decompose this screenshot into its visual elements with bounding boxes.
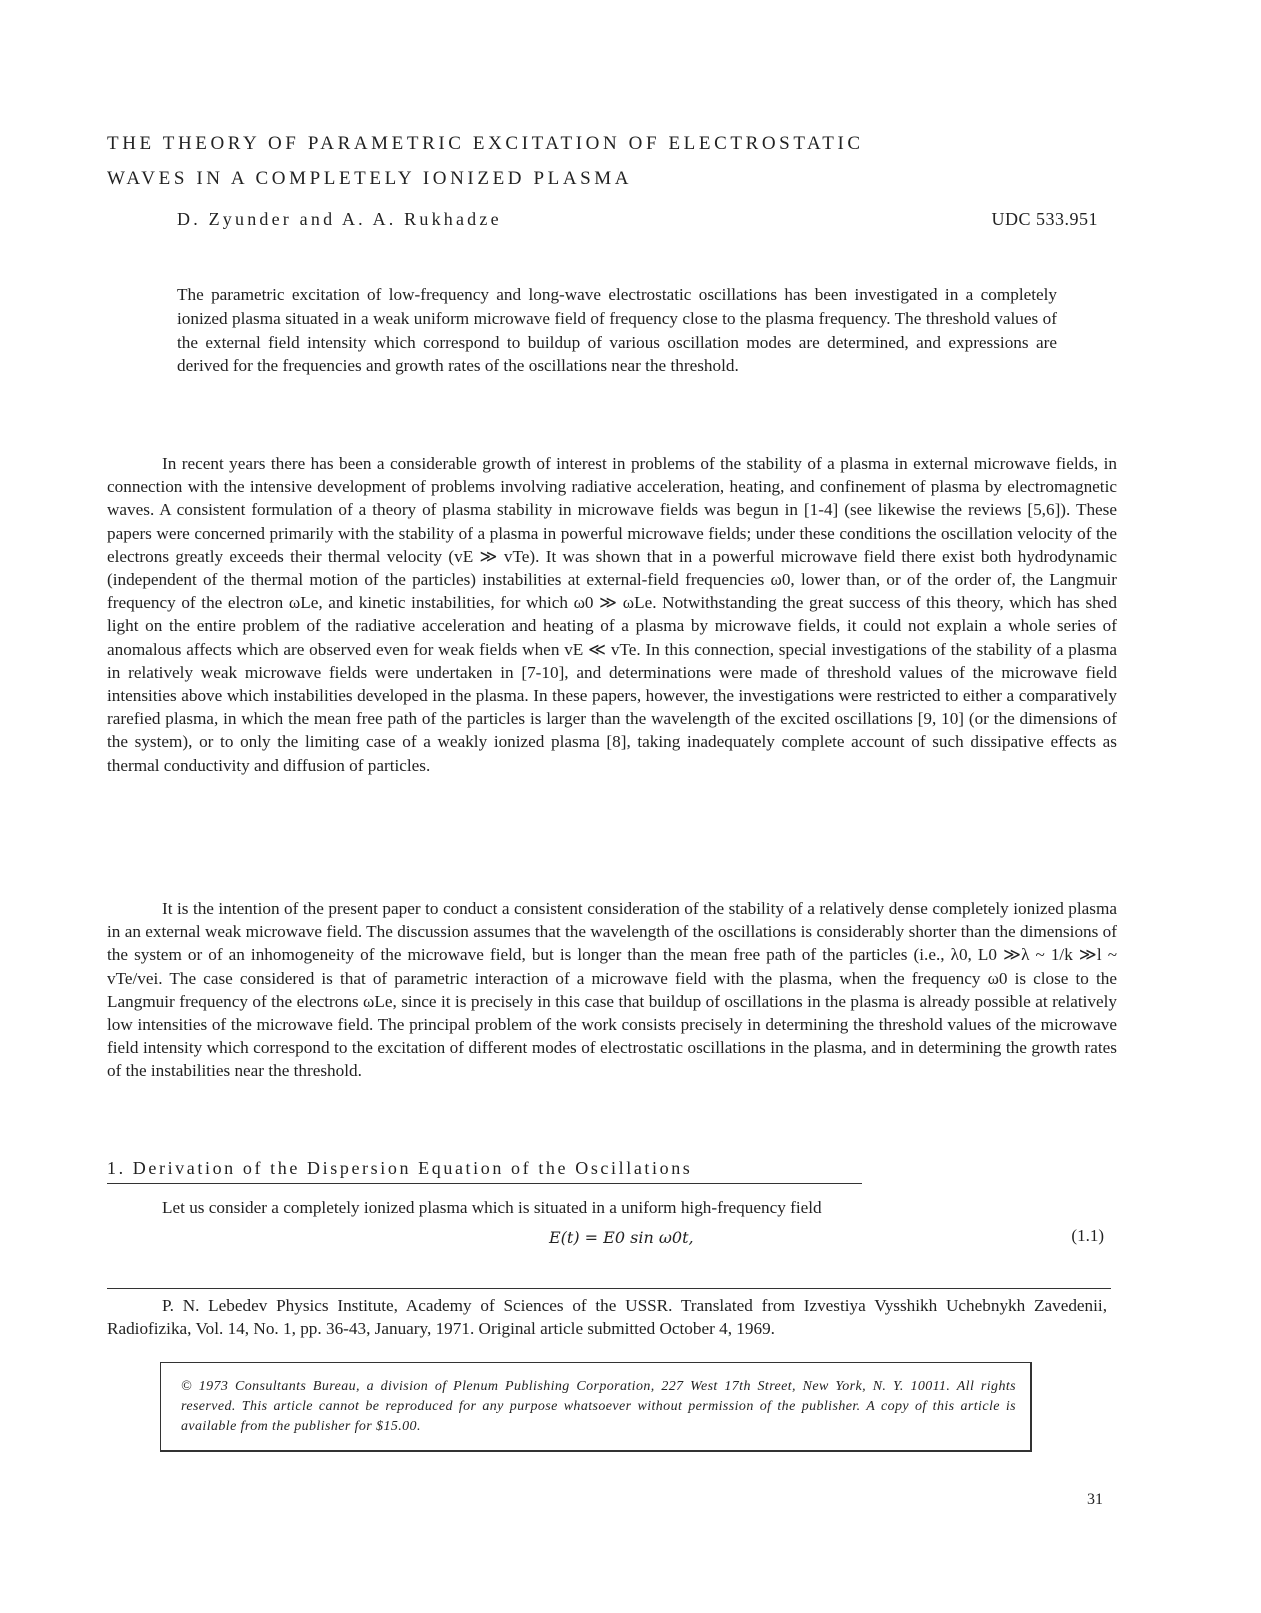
title-line-2: WAVES IN A COMPLETELY IONIZED PLASMA	[107, 168, 633, 189]
intro-paragraph-1: In recent years there has been a considerable growth of interest in problems of the stability of a plasma in external microwave fields, in connection with the intensive development of problems involving radiative acceleration, heating, and confinement of plasma by electromagnetic waves. A consistent formulation of a theory of plasma stability in microwave fields was begun in [1-4] (see likewise the reviews [5,6]). These papers were concerned primarily with the stability of a plasma in powerful microwave fields; under these conditions the oscillation velocity of the electrons greatly exceeds their thermal velocity (vE ≫ vTe). It was shown that in a powerful microwave field there exist both hydrodynamic (independent of the thermal motion of the particles) instabilities at external-field frequencies ω0, lower than, or of the order of, the Langmuir frequency of the electron ωLe, and kinetic instabilities, for which ω0 ≫ ωLe. Notwithstanding the great success of this theory, which has shed light on the entire problem of the radiative acceleration and heating of a plasma by microwave fields, it could not explain a whole series of anomalous affects which are observed even for weak fields when vE ≪ vTe. In this connection, special investigations of the stability of a plasma in relatively weak microwave fields were undertaken in [7-10], and determinations were made of threshold values of the microwave field intensities above which instabilities developed in the plasma. In these papers, however, the investigations were restricted to either a comparatively rarefied plasma, in which the mean free path of the particles is larger than the wavelength of the excited oscillations [9, 10] (or the dimensions of the system), or to only the limiting case of a weakly ionized plasma [8], taking inadequately complete account of such dissipative effects as thermal conductivity and diffusion of particles.	[107, 454, 1117, 775]
section-heading: 1. Derivation of the Dispersion Equation of the Oscillations	[107, 1158, 693, 1178]
udc-code: UDC 533.951	[991, 209, 1098, 229]
authors: D. Zyunder and A. A. Rukhadze	[177, 209, 502, 229]
copyright-notice: © 1973 Consultants Bureau, a division of Plenum Publishing Corporation, 227 West 17th Street, New York, N. Y. 10011. All rights reserved. This article cannot be reproduced for any purpose whatsoever without permission of the publisher. A copy of this article is available from the publisher for $15.00.	[181, 1379, 1016, 1434]
abstract: The parametric excitation of low-frequency and long-wave electrostatic oscillations has been investigated in a completely ionized plasma situated in a weak uniform microwave field of frequency close to the plasma frequency. The threshold values of the external field intensity which correspond to buildup of various oscillation modes are determined, and expressions are derived for the frequencies and growth rates of the oscillations near the threshold.	[177, 285, 1057, 376]
page-number: 31	[1087, 1491, 1103, 1508]
section-heading-underline	[107, 1183, 862, 1184]
article-title	[107, 126, 1107, 196]
intro-paragraph-2: It is the intention of the present paper to conduct a consistent consideration of the stability of a relatively dense completely ionized plasma in an external weak microwave field. The discussion assumes that the wavelength of the oscillations is considerably shorter than the dimensions of the system or of an inhomogeneity of the microwave field, but is longer than the mean free path of the particles (i.e., λ0, L0 ≫λ ~ 1/k ≫l ~ vTe/vei. The case considered is that of parametric interaction of a microwave field with the plasma, when the frequency ω0 is close to the Langmuir frequency of the electrons ωLe, since it is precisely in this case that buildup of oscillations in the plasma is already possible at relatively low intensities of the microwave field. The principal problem of the work consists precisely in determining the threshold values of the microwave field intensity which correspond to the excitation of different modes of electrostatic oscillations in the plasma, and in determining the growth rates of the instabilities near the threshold.	[107, 899, 1117, 1081]
copyright-box	[160, 1362, 1032, 1452]
footnote: P. N. Lebedev Physics Institute, Academy of Sciences of the USSR. Translated from Izvestiya Vysshikh Uchebnykh Zavedenii, Radiofizika, Vol. 14, No. 1, pp. 36-43, January, 1971. Original article submitted October 4, 1969.	[107, 1296, 1107, 1338]
equation: E(t) = E0 sin ω0t,	[549, 1228, 694, 1247]
title-line-1: THE THEORY OF PARAMETRIC EXCITATION OF ELECTROSTATIC	[107, 133, 864, 154]
footnote-divider	[107, 1288, 1111, 1289]
equation-number: (1.1)	[1071, 1226, 1104, 1245]
section-paragraph: Let us consider a completely ionized plasma which is situated in a uniform high-frequency field	[162, 1198, 822, 1217]
